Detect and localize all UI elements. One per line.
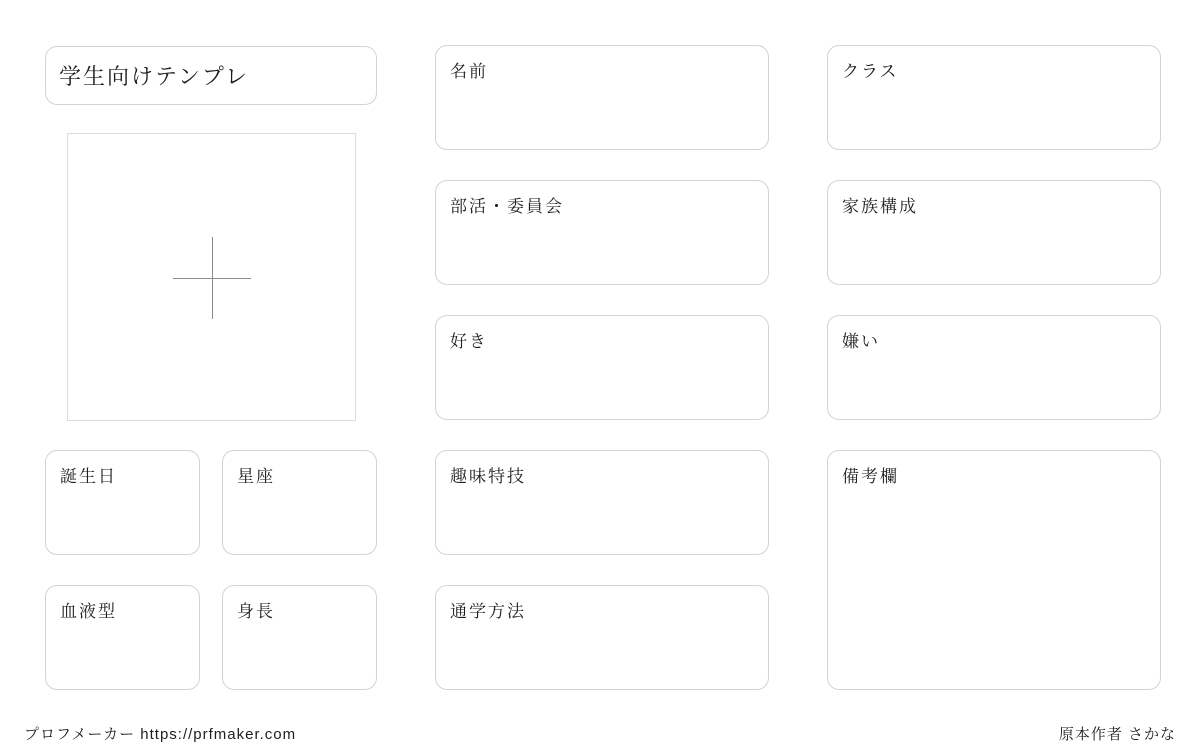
field-hobby-skill[interactable] bbox=[435, 450, 769, 555]
field-birthday[interactable] bbox=[45, 450, 200, 555]
field-class[interactable] bbox=[827, 45, 1161, 150]
field-like[interactable] bbox=[435, 315, 769, 420]
field-club-committee-label: 部活・委員会 bbox=[450, 197, 564, 216]
field-birthday-label: 誕生日 bbox=[60, 467, 117, 486]
field-dislike-label: 嫌い bbox=[842, 332, 880, 351]
field-hobby-skill-label: 趣味特技 bbox=[450, 467, 526, 486]
template-title: 学生向けテンプレ bbox=[59, 64, 250, 89]
photo-upload-area[interactable] bbox=[67, 133, 356, 421]
field-dislike[interactable] bbox=[827, 315, 1161, 420]
field-name-label: 名前 bbox=[450, 62, 488, 81]
field-zodiac-label: 星座 bbox=[237, 467, 275, 486]
field-like-label: 好き bbox=[450, 332, 488, 351]
field-class-label: クラス bbox=[842, 62, 899, 81]
field-zodiac[interactable] bbox=[222, 450, 377, 555]
footer-credit-site: プロフメーカー https://prfmaker.com bbox=[24, 726, 297, 743]
plus-cross-icon bbox=[172, 235, 252, 319]
template-title-box[interactable] bbox=[45, 46, 377, 105]
footer-credit-author: 原本作者 さかな bbox=[1058, 726, 1176, 743]
field-commute[interactable] bbox=[435, 585, 769, 690]
field-family[interactable] bbox=[827, 180, 1161, 285]
field-blood-type[interactable] bbox=[45, 585, 200, 690]
field-club-committee[interactable] bbox=[435, 180, 769, 285]
field-height[interactable] bbox=[222, 585, 377, 690]
field-commute-label: 通学方法 bbox=[450, 602, 526, 621]
field-remarks-label: 備考欄 bbox=[842, 467, 899, 486]
field-height-label: 身長 bbox=[237, 602, 275, 621]
field-family-label: 家族構成 bbox=[842, 197, 918, 216]
field-name[interactable] bbox=[435, 45, 769, 150]
field-blood-type-label: 血液型 bbox=[60, 602, 117, 621]
field-remarks[interactable] bbox=[827, 450, 1161, 690]
footer bbox=[0, 723, 1200, 747]
